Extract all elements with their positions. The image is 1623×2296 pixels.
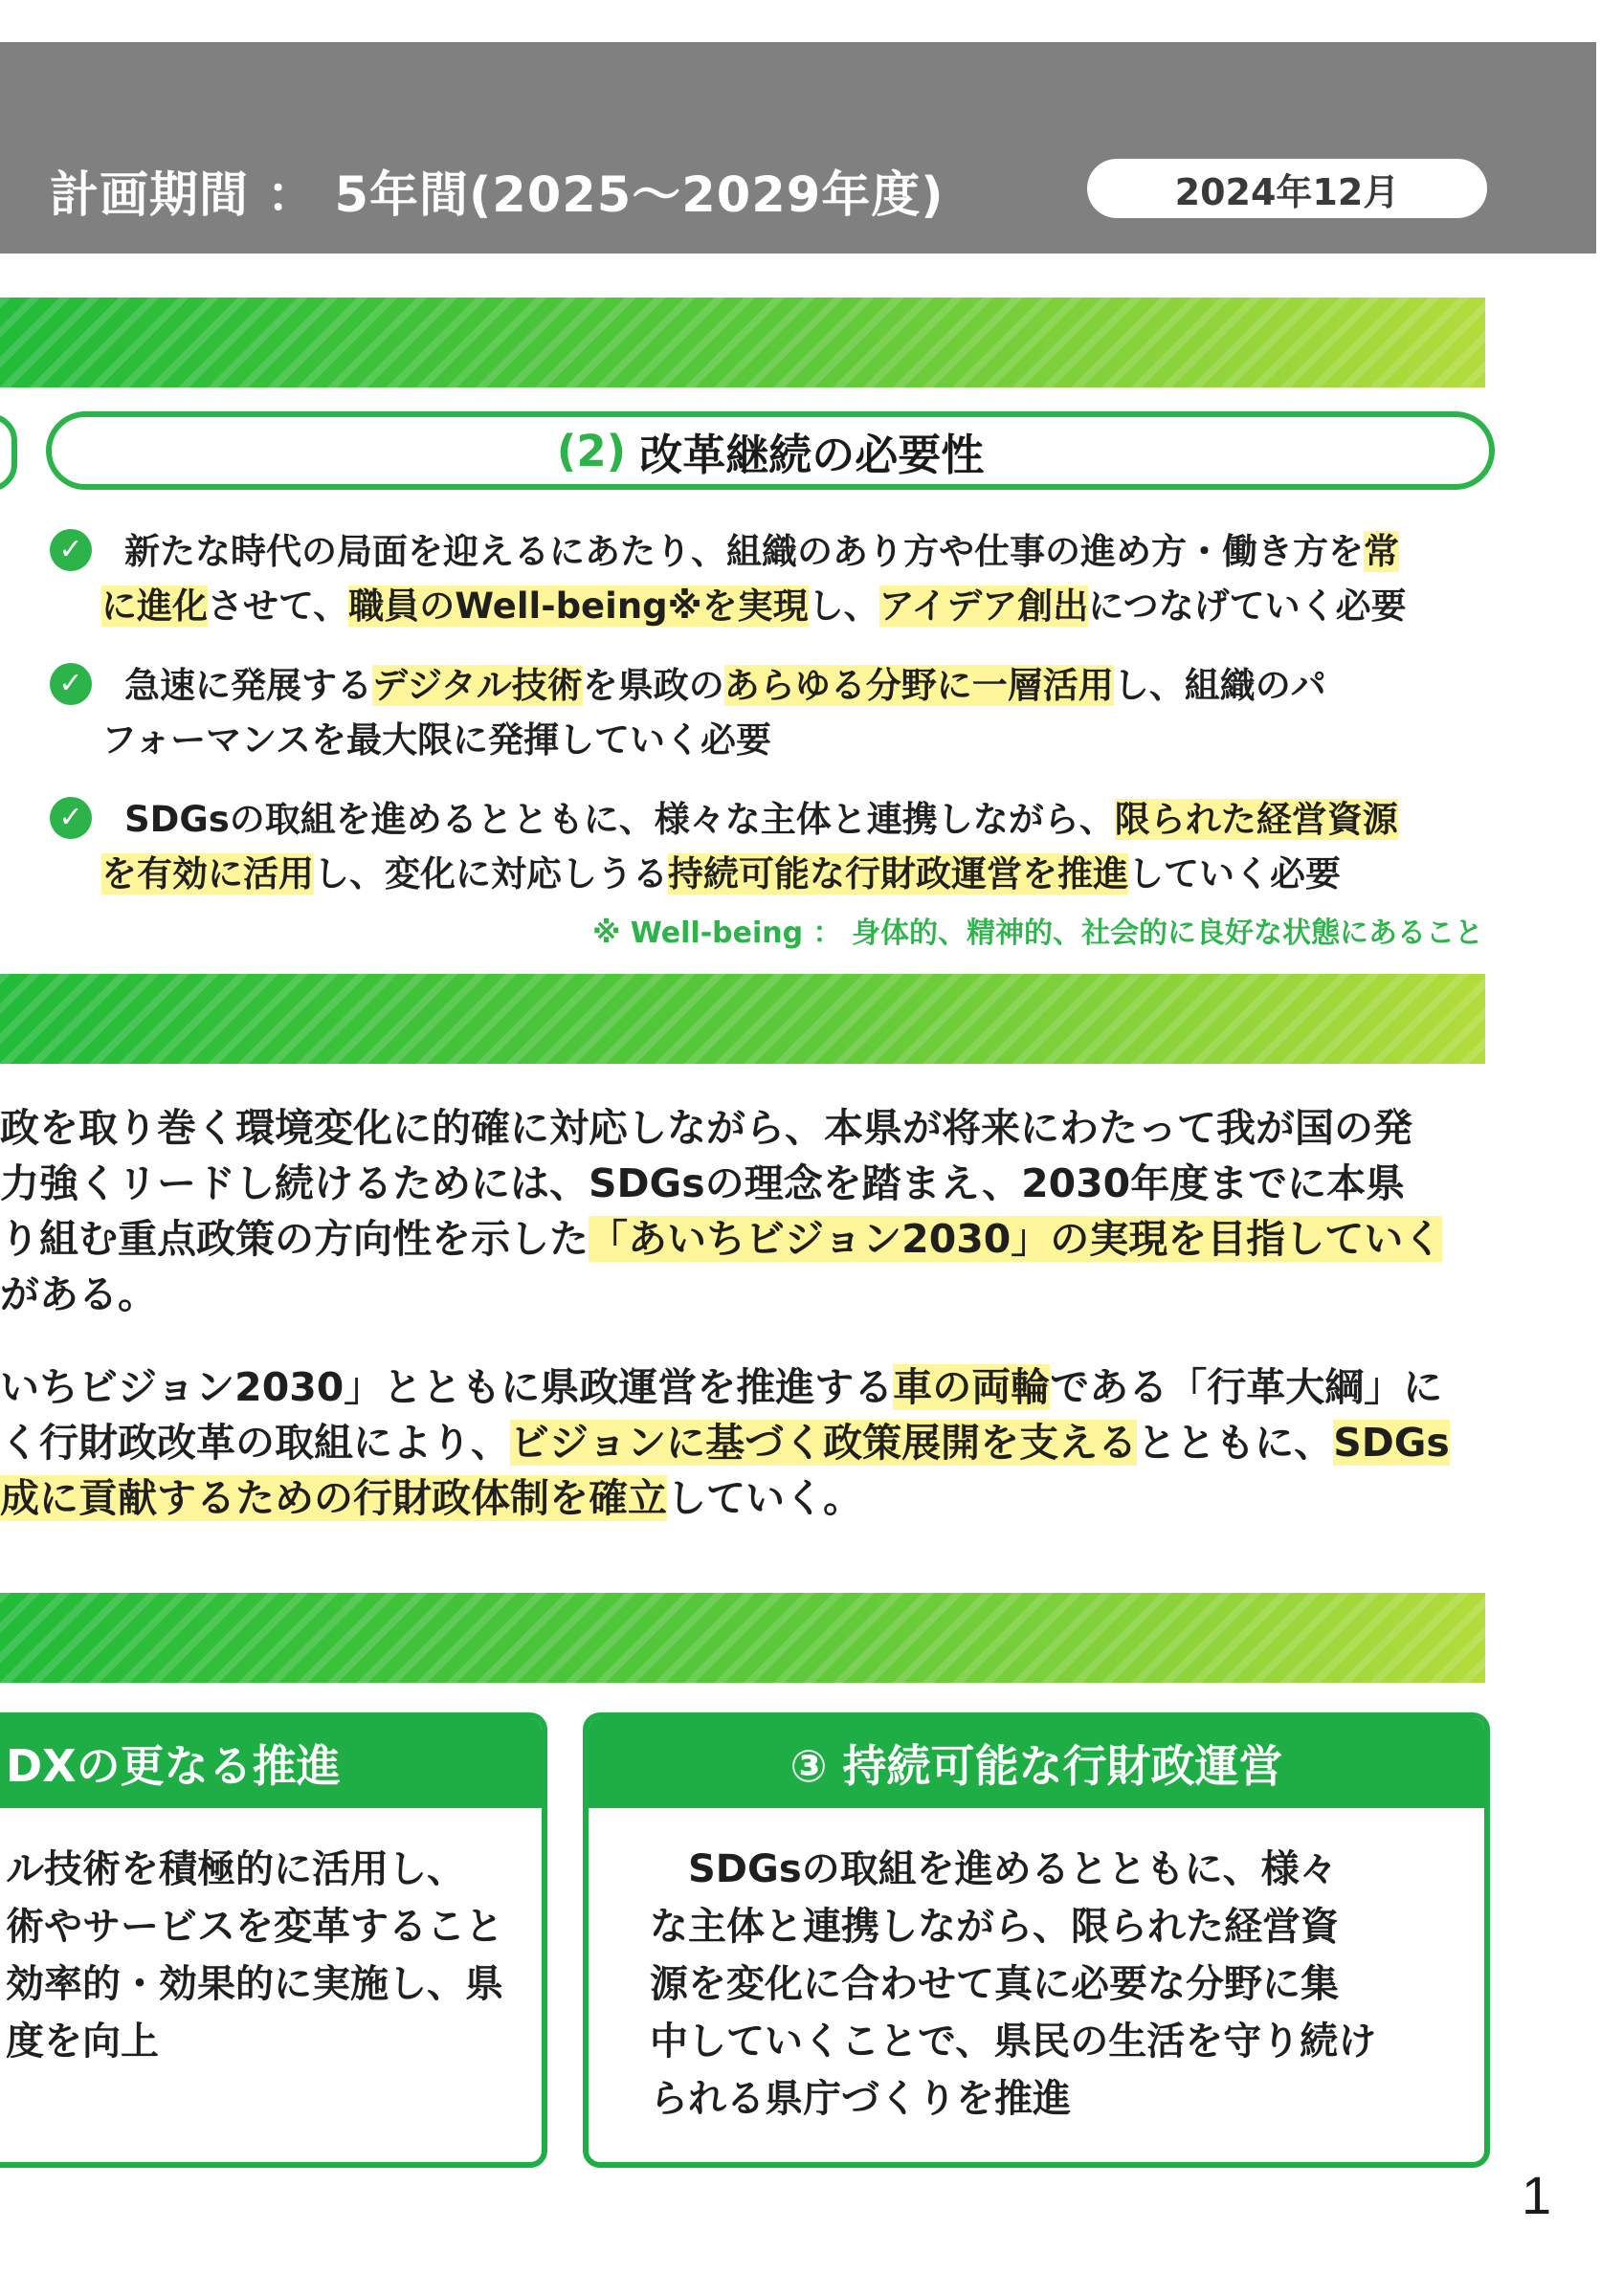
policy-box-title: ③ 持続可能な行財政運営 [789, 1740, 1283, 1792]
text-run: を県政の [582, 665, 724, 706]
highlighted-text: SDGs [1333, 1420, 1450, 1466]
text-run: がある。 [0, 1271, 157, 1317]
paragraph-line [0, 1267, 1493, 1322]
bullet-item [101, 658, 1489, 767]
policy-box-line: られる県庁づくりを推進 [650, 2077, 1071, 2121]
policy-box-line: 中していくことで、県民の生活を守り続け [650, 2020, 1377, 2064]
highlighted-text: あらゆる分野に一層活用 [723, 665, 1114, 706]
policy-box-line: 術やサービスを変革すること [6, 1905, 503, 1949]
policy-box-header [0, 1718, 542, 1808]
policy-box-dx [0, 1712, 547, 2168]
text-run: SDGsの取組を進めるとともに、様々な主体と連携しながら、 [124, 799, 1115, 840]
paragraph-line [0, 1211, 1493, 1267]
bullet-line [101, 524, 1489, 579]
bullet-line [101, 658, 1489, 713]
policy-box-body [589, 1808, 1484, 2128]
highlighted-text: 限られた経営資源 [1114, 799, 1398, 840]
previous-section-pill-edge [0, 413, 17, 492]
highlighted-text: アイデア創出 [878, 585, 1089, 627]
highlighted-text: 常 [1364, 531, 1399, 572]
highlighted-text: 「あいちビジョン2030」の実現を目指していく [589, 1216, 1443, 1262]
section-title: 改革継続の必要性 [639, 429, 985, 480]
highlighted-text: 職員のWell-being※を実現 [348, 585, 809, 627]
policy-box-line: 源を変化に合わせて真に必要な分野に集 [650, 1962, 1339, 2006]
wellbeing-footnote: ※ Well-being ： 身体的、精神的、社会的に良好な状態にあること [592, 916, 1483, 950]
text-run: フォーマンスを最大限に発揮していく必要 [101, 719, 772, 761]
page-number: 1 [1522, 2165, 1552, 2225]
text-run: していく必要 [1128, 853, 1341, 894]
check-circle-icon: ✓ [50, 663, 92, 705]
paragraph-reform [0, 1359, 1493, 1526]
text-run: 力強くリードし続けるためには、SDGsの理念を踏まえ、2030年度までに本県 [0, 1160, 1406, 1206]
paragraph-line [0, 1415, 1493, 1470]
section-heading [46, 411, 1495, 490]
policy-box-sustainable-finance [583, 1712, 1490, 2168]
text-run: である「行革大綱」に [1050, 1364, 1443, 1410]
paragraph-vision [0, 1100, 1493, 1322]
policy-box-header [589, 1718, 1484, 1808]
section-band-bottom [0, 1593, 1485, 1683]
policy-box-title: DXの更なる推進 [6, 1740, 341, 1792]
text-run: とともに、 [1137, 1420, 1334, 1466]
check-circle-icon: ✓ [50, 797, 92, 839]
text-run: させて、 [208, 585, 349, 627]
text-run: 急速に発展する [124, 665, 372, 706]
bullet-line [101, 847, 1489, 901]
policy-box-body [0, 1808, 542, 2070]
text-run: 政を取り巻く環境変化に的確に対応しながら、本県が将来にわたって我が国の発 [0, 1105, 1412, 1151]
section-number: (2) [556, 425, 627, 476]
check-circle-icon: ✓ [50, 529, 92, 571]
highlighted-text: ビジョンに基づく政策展開を支える [510, 1420, 1138, 1466]
text-run: していく。 [667, 1475, 863, 1521]
bullet-line [101, 579, 1489, 633]
highlighted-text: を有効に活用 [101, 853, 314, 894]
bullet-item [101, 792, 1489, 901]
bullet-item [101, 524, 1489, 633]
highlighted-text: 車の両輪 [893, 1364, 1051, 1410]
text-run: し、 [808, 585, 879, 627]
section-band-top [0, 298, 1485, 387]
policy-box-line: な主体と連携しながら、限られた経営資 [650, 1905, 1339, 1949]
highlighted-text: デジタル技術 [372, 665, 583, 706]
plan-period-text: 計画期間 ： 5年間(2025～2029年度) [50, 167, 945, 224]
bullet-line [101, 792, 1489, 847]
text-run: し、変化に対応しうる [314, 853, 668, 894]
policy-box-line: SDGsの取組を進めるとともに、様々 [650, 1847, 1338, 1891]
policy-box-line: ル技術を積極的に活用し、 [6, 1847, 465, 1891]
highlighted-text: 持続可能な行財政運営を推進 [668, 853, 1128, 894]
paragraph-line [0, 1470, 1493, 1526]
highlighted-text: に進化 [101, 585, 208, 627]
paragraph-line [0, 1156, 1493, 1211]
text-run: し、組織のパ [1113, 665, 1326, 706]
policy-box-line: 度を向上 [6, 2020, 159, 2064]
text-run: につなげていく必要 [1088, 585, 1407, 627]
policy-box-line: 効率的・効果的に実施し、県 [6, 1962, 503, 2006]
section-band-middle [0, 974, 1485, 1064]
paragraph-line [0, 1100, 1493, 1156]
bullet-line [101, 713, 1489, 767]
date-badge: 2024年12月 [1087, 159, 1487, 218]
text-run: いちビジョン2030」とともに県政運営を推進する [0, 1364, 894, 1410]
text-run: く行財政改革の取組により、 [0, 1420, 510, 1466]
paragraph-line [0, 1359, 1493, 1415]
highlighted-text: 成に貢献するための行財政体制を確立 [0, 1475, 667, 1521]
text-run: り組む重点政策の方向性を示した [0, 1216, 589, 1262]
text-run: 新たな時代の局面を迎えるにあたり、組織のあり方や仕事の進め方・働き方を [124, 531, 1364, 572]
